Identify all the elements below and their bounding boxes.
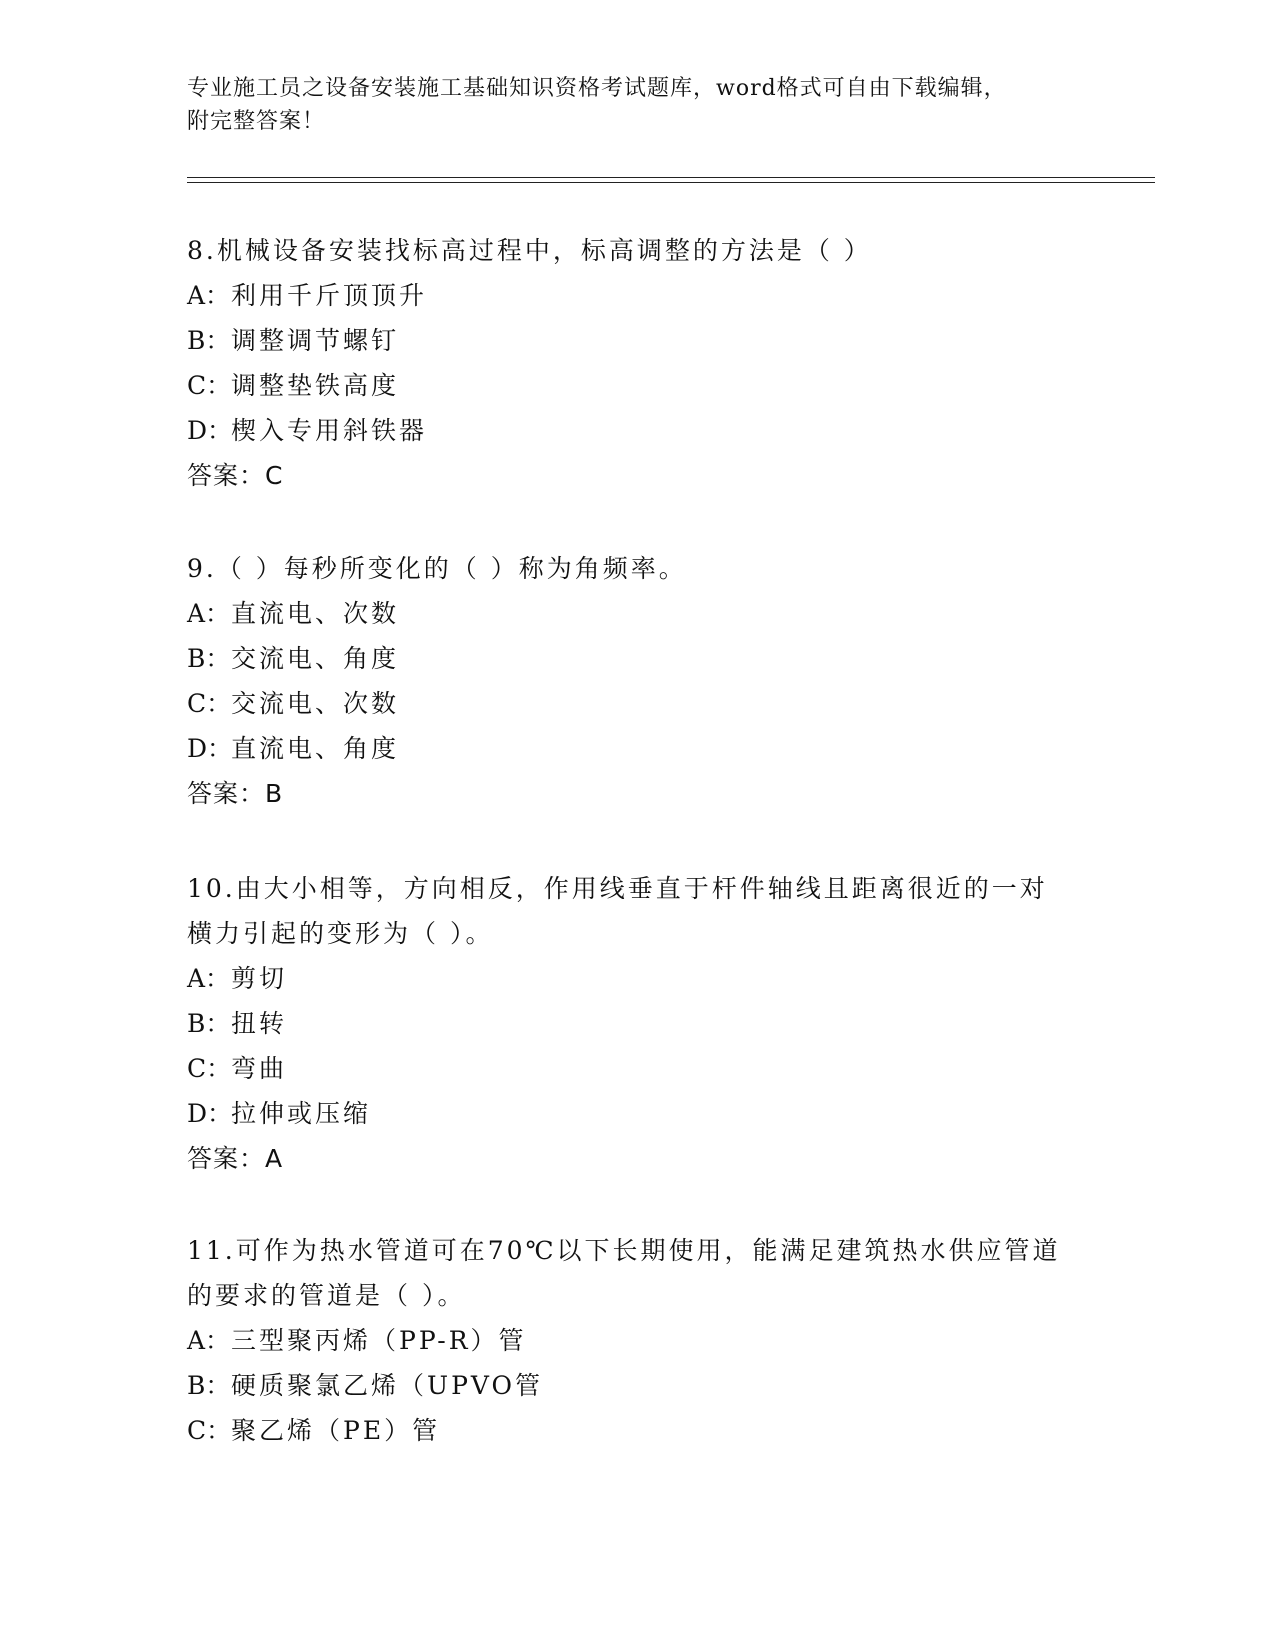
option-letter: B： [187,1371,231,1400]
option-text: 拉伸或压缩 [231,1099,372,1128]
question-9 [187,546,1087,816]
answer: 答案：A [187,1144,284,1173]
option-letter: B： [187,326,231,355]
option-b [187,1363,1087,1408]
question-stem: 8.机械设备安装找标高过程中，标高调整的方法是（ ） [187,236,872,265]
option-letter: C： [187,371,232,400]
option-text: 调整调节螺钉 [231,326,400,355]
question-stem: 9.（ ）每秒所变化的（ ）称为角频率。 [187,554,687,583]
option-text: 硬质聚氯乙烯（UPVO管 [231,1371,544,1400]
option-c [187,681,1087,726]
option-c [187,1408,1087,1453]
option-text: 聚乙烯（PE）管 [231,1416,441,1445]
option-a [187,591,1087,636]
option-d [187,408,1087,453]
question-10 [187,866,1087,1181]
header-divider [187,177,1155,183]
option-d [187,726,1087,771]
option-letter: D： [187,734,233,763]
question-11 [187,1228,1087,1453]
option-text: 剪切 [231,964,288,993]
option-text: 直流电、次数 [231,599,400,628]
option-c [187,1046,1087,1091]
option-text: 楔入专用斜铁器 [231,416,428,445]
option-text: 调整垫铁高度 [231,371,400,400]
option-letter: A： [187,964,231,993]
question-stem-line-1: 10.由大小相等，方向相反，作用线垂直于杆件轴线且距离很近的一对 [187,874,1048,903]
option-d [187,1091,1087,1136]
option-letter: A： [187,1326,231,1355]
option-letter: D： [187,1099,233,1128]
option-text: 三型聚丙烯（PP-R）管 [231,1326,527,1355]
option-letter: C： [187,689,232,718]
option-b [187,318,1087,363]
option-letter: C： [187,1054,232,1083]
answer: 答案：B [187,779,284,808]
option-letter: A： [187,599,231,628]
question-stem-line-2: 的要求的管道是（ ）。 [187,1281,466,1310]
option-text: 直流电、角度 [231,734,400,763]
question-stem-line-1: 11.可作为热水管道可在70℃以下长期使用，能满足建筑热水供应管道 [187,1236,1061,1265]
option-b [187,1001,1087,1046]
option-letter: B： [187,644,231,673]
option-text: 利用千斤顶顶升 [231,281,428,310]
header-line-1: 专业施工员之设备安装施工基础知识资格考试题库，word格式可自由下载编辑， [187,76,1007,101]
option-text: 交流电、角度 [231,644,400,673]
option-letter: C： [187,1416,232,1445]
option-letter: D： [187,416,233,445]
header-line-2: 附完整答案！ [187,109,326,134]
question-8 [187,228,1087,498]
option-c [187,363,1087,408]
page-header [187,72,1087,138]
option-letter: A： [187,281,231,310]
option-text: 交流电、次数 [231,689,400,718]
option-a [187,956,1087,1001]
option-text: 弯曲 [231,1054,288,1083]
answer: 答案：C [187,461,284,490]
option-a [187,273,1087,318]
question-stem-line-2: 横力引起的变形为（ ）。 [187,919,494,948]
option-letter: B： [187,1009,231,1038]
option-b [187,636,1087,681]
option-a [187,1318,1087,1363]
option-text: 扭转 [231,1009,288,1038]
